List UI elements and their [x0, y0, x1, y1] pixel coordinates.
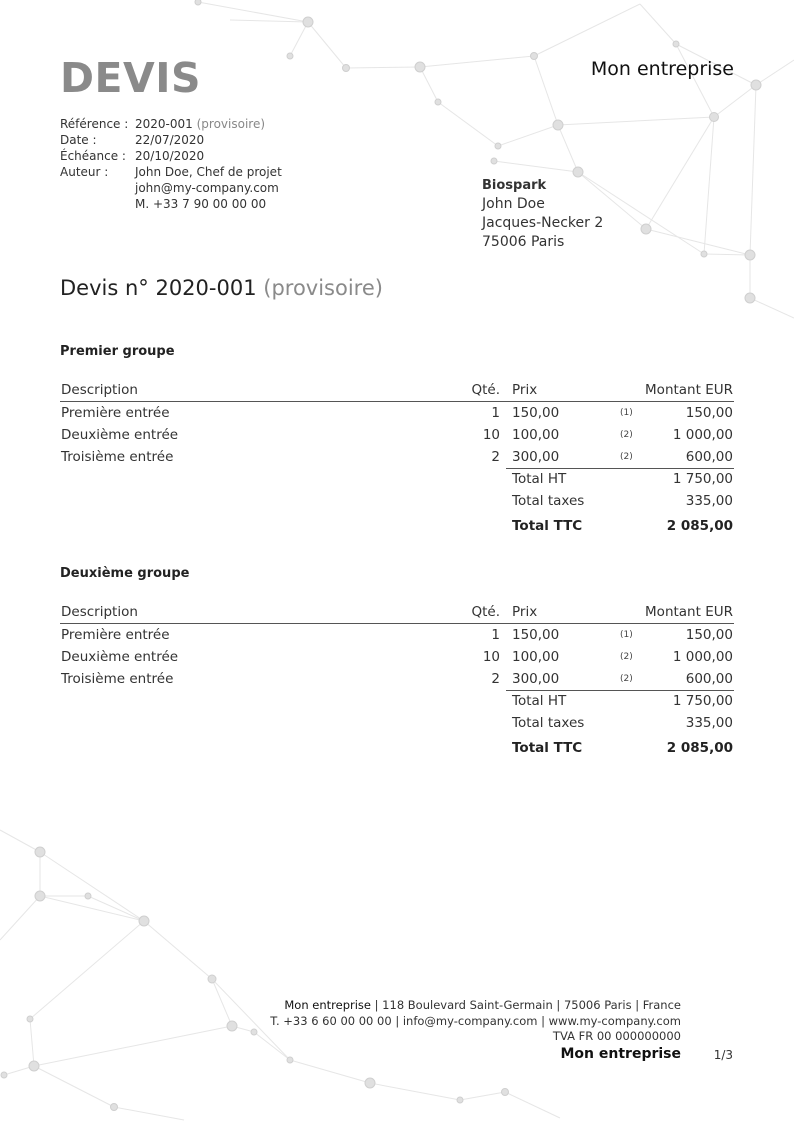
- cell-amount: 1 000,00: [672, 649, 733, 665]
- table-row: [60, 668, 734, 690]
- total-ht-row: [60, 468, 734, 490]
- cell-qty: 10: [482, 649, 500, 665]
- reference-value: 2020-001: [135, 117, 193, 131]
- cell-qty: 1: [491, 405, 500, 421]
- table-header-row: [60, 601, 734, 624]
- author-phone: M. +33 7 90 00 00 00: [135, 197, 267, 211]
- client-company: Biospark: [482, 178, 547, 193]
- cell-tax-ref: (2): [620, 674, 633, 684]
- total-ht-row: [60, 690, 734, 712]
- total-ht-value: 1 750,00: [672, 471, 733, 487]
- total-ttc-value: 2 085,00: [666, 518, 733, 534]
- total-taxes-row: [60, 490, 734, 512]
- cell-price: 100,00: [512, 427, 560, 443]
- group-title: Deuxième groupe: [60, 566, 190, 581]
- cell-amount: 600,00: [685, 671, 733, 687]
- date-label: Date :: [60, 133, 97, 147]
- total-ht-label: Total HT: [512, 471, 567, 487]
- footer-address-line: [270, 998, 681, 1014]
- line-items-table: [60, 601, 734, 759]
- header-qty: Qté.: [471, 382, 500, 398]
- client-city: 75006 Paris: [482, 234, 565, 250]
- table-row: [60, 402, 734, 424]
- header-amount: Montant EUR: [645, 382, 733, 398]
- line-items-table: [60, 379, 734, 537]
- cell-tax-ref: (1): [620, 408, 633, 418]
- total-taxes-label: Total taxes: [512, 715, 585, 731]
- cell-price: 150,00: [512, 405, 560, 421]
- cell-description: Première entrée: [61, 405, 170, 421]
- footer-address: | 118 Boulevard Saint-Germain | 75006 Paris | France: [371, 998, 681, 1012]
- author-email: john@my-company.com: [135, 181, 279, 195]
- cell-tax-ref: (2): [620, 452, 633, 462]
- cell-description: Première entrée: [61, 627, 170, 643]
- cell-price: 300,00: [512, 449, 560, 465]
- due-label: Échéance :: [60, 149, 126, 163]
- cell-price: 150,00: [512, 627, 560, 643]
- group-title: Premier groupe: [60, 344, 175, 359]
- page-number: 1/3: [713, 1048, 733, 1062]
- reference-status: (provisoire): [196, 117, 266, 131]
- header-amount: Montant EUR: [645, 604, 733, 620]
- cell-price: 300,00: [512, 671, 560, 687]
- quote-title: [60, 276, 383, 300]
- cell-qty: 1: [491, 627, 500, 643]
- footer-vat-line: TVA FR 00 000000000: [552, 1029, 681, 1043]
- quote-status: (provisoire): [263, 276, 383, 300]
- total-ttc-row: [60, 515, 734, 537]
- total-taxes-value: 335,00: [685, 493, 733, 509]
- total-taxes-label: Total taxes: [512, 493, 585, 509]
- cell-qty: 2: [491, 671, 500, 687]
- group-section: [60, 566, 734, 759]
- total-taxes-row: [60, 712, 734, 734]
- header-price: Prix: [512, 604, 538, 620]
- cell-amount: 600,00: [685, 449, 733, 465]
- meta-reference-row: [60, 116, 282, 132]
- total-ttc-value: 2 085,00: [666, 740, 733, 756]
- page-footer: [270, 998, 681, 1045]
- total-ttc-label: Total TTC: [512, 740, 583, 756]
- cell-description: Deuxième entrée: [61, 649, 179, 665]
- meta-author-row: [60, 164, 282, 212]
- table-header-row: [60, 379, 734, 402]
- client-contact: John Doe: [482, 196, 545, 212]
- header-description: Description: [61, 604, 138, 620]
- totals-block: [60, 690, 734, 759]
- meta-due-row: [60, 148, 282, 164]
- cell-description: Troisième entrée: [61, 449, 174, 465]
- cell-price: 100,00: [512, 649, 560, 665]
- total-taxes-value: 335,00: [685, 715, 733, 731]
- document-title: DEVIS: [60, 54, 202, 102]
- cell-amount: 150,00: [685, 627, 733, 643]
- cell-amount: 150,00: [685, 405, 733, 421]
- author-details: [135, 164, 282, 212]
- author-label: Auteur :: [60, 165, 109, 179]
- table-row: [60, 424, 734, 446]
- total-ttc-row: [60, 737, 734, 759]
- cell-description: Deuxième entrée: [61, 427, 179, 443]
- reference-label: Référence :: [60, 117, 129, 131]
- total-ht-label: Total HT: [512, 693, 567, 709]
- client-address: [482, 176, 603, 252]
- company-name-header: Mon entreprise: [590, 58, 734, 80]
- totals-block: [60, 468, 734, 537]
- due-value: 20/10/2020: [135, 149, 205, 163]
- table-row: [60, 646, 734, 668]
- footer-contact-line: T. +33 6 60 00 00 00 | info@my-company.com | www.my-company.com: [270, 1013, 681, 1028]
- date-value: 22/07/2020: [135, 133, 205, 147]
- cell-tax-ref: (2): [620, 430, 633, 440]
- client-street: Jacques-Necker 2: [482, 215, 604, 231]
- cell-qty: 2: [491, 449, 500, 465]
- footer-company: Mon entreprise: [284, 998, 371, 1012]
- cell-qty: 10: [482, 427, 500, 443]
- total-ttc-label: Total TTC: [512, 518, 583, 534]
- meta-date-row: [60, 132, 282, 148]
- cell-description: Troisième entrée: [61, 671, 174, 687]
- author-name: John Doe, Chef de projet: [135, 165, 282, 179]
- cell-tax-ref: (2): [620, 652, 633, 662]
- header-price: Prix: [512, 382, 538, 398]
- cell-tax-ref: (1): [620, 630, 633, 640]
- cell-amount: 1 000,00: [672, 427, 733, 443]
- table-row: [60, 624, 734, 646]
- header-qty: Qté.: [471, 604, 500, 620]
- total-ht-value: 1 750,00: [672, 693, 733, 709]
- quote-meta: [60, 116, 282, 212]
- group-section: [60, 344, 734, 537]
- header-description: Description: [61, 382, 138, 398]
- reference-value-wrap: [135, 116, 265, 132]
- footer-brand: Mon entreprise: [560, 1046, 681, 1062]
- quote-number: Devis n° 2020-001: [60, 276, 257, 300]
- table-row: [60, 446, 734, 468]
